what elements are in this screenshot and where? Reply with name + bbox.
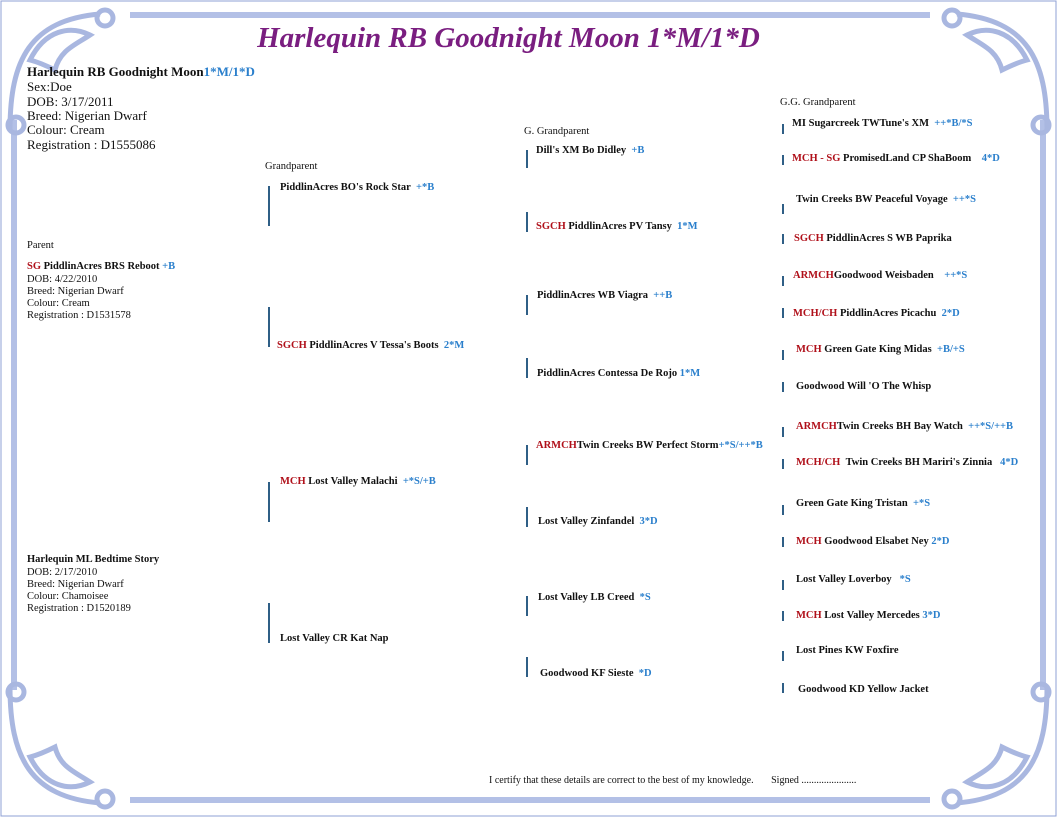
entry-name: Lost Valley Malachi (308, 476, 398, 487)
entry-prefix: MCH (796, 536, 822, 547)
gg-grandparent-entry (793, 270, 967, 281)
gggp-bracket (782, 234, 784, 244)
ggp-bracket (526, 150, 528, 168)
gg-grandparent-entry (793, 308, 960, 319)
gg-grandparent-entry (798, 684, 929, 695)
entry-name: Goodwood KF Sieste (540, 668, 634, 679)
sire-registration: Registration : D1531578 (27, 310, 131, 321)
gggp-bracket (782, 459, 784, 469)
sire-name: PiddlinAcres BRS Reboot (43, 261, 160, 272)
entry-award: 1*M (677, 221, 698, 232)
gggp-bracket (782, 382, 784, 392)
entry-name: PiddlinAcres V Tessa's Boots (309, 340, 439, 351)
grandparent-entry (280, 476, 436, 487)
entry-award: 2*M (443, 340, 465, 351)
g-grandparent-entry (537, 290, 672, 301)
gg-grandparent-entry (796, 344, 965, 355)
entry-award: +*S/+B (402, 476, 436, 487)
gg-grandparent-entry (796, 610, 940, 621)
sire-prefix: SG (27, 261, 42, 272)
entry-award: 3*D (922, 610, 941, 621)
entry-name: Lost Valley LB Creed (538, 592, 635, 603)
entry-name: PromisedLand CP ShaBoom (843, 153, 972, 164)
entry-prefix: SGCH (794, 233, 824, 244)
entry-prefix: MCH/CH (793, 308, 838, 319)
gggp-bracket (782, 683, 784, 693)
gg-grandparent-entry (796, 381, 931, 392)
entry-award: 2*D (941, 308, 960, 319)
entry-name: PiddlinAcres Contessa De Rojo (537, 368, 678, 379)
gggp-bracket (782, 204, 784, 214)
entry-name: Lost Pines KW Foxfire (796, 645, 899, 656)
entry-award: *D (638, 668, 652, 679)
entry-prefix: ARMCH (796, 421, 837, 432)
entry-prefix: MCH (796, 344, 822, 355)
ggp-bracket (526, 358, 528, 378)
gg-grandparent-entry (794, 233, 952, 244)
entry-prefix: MCH (796, 610, 822, 621)
subject-dob: DOB: 3/17/2011 (27, 94, 114, 109)
entry-name: Goodwood Will 'O The Whisp (796, 381, 932, 392)
entry-name: Goodwood Elsabet Ney (824, 536, 929, 547)
gggp-bracket (782, 580, 784, 590)
dam-breed: Breed: Nigerian Dwarf (27, 579, 124, 590)
gggp-bracket (782, 611, 784, 621)
certification-line (489, 775, 856, 786)
entry-award: 1*M (679, 368, 701, 379)
gggp-bracket (782, 308, 784, 318)
subject-registration: Registration : D1555086 (27, 137, 156, 152)
entry-name: Goodwood KD Yellow Jacket (798, 684, 929, 695)
entry-prefix: SGCH (536, 221, 566, 232)
corner-scroll-bottom-left (8, 684, 113, 807)
entry-name: Lost Valley Zinfandel (538, 516, 635, 527)
entry-name: Twin Creeks BH Bay Watch (836, 421, 963, 432)
entry-award: ++*S (952, 194, 976, 205)
gggp-bracket (782, 537, 784, 547)
g-grandparent-entry (536, 440, 763, 451)
entry-award: *S (639, 592, 651, 603)
gp-bracket (268, 603, 270, 643)
entry-award: +*S (912, 498, 931, 509)
entry-award: +B (631, 145, 645, 156)
sire-dob: DOB: 4/22/2010 (27, 274, 98, 285)
entry-prefix: SGCH (277, 340, 307, 351)
entry-award: 2*D (931, 536, 950, 547)
entry-name: MI Sugarcreek TWTune's XM (792, 118, 930, 129)
subject-name-line (27, 64, 255, 79)
gggp-bracket (782, 350, 784, 360)
gg-grandparent-entry (796, 498, 930, 509)
dam-registration: Registration : D1520189 (27, 603, 131, 614)
gg-grandparent-entry (796, 457, 1018, 468)
entry-name: Twin Creeks BW Peaceful Voyage (796, 194, 948, 205)
gggp-bracket (782, 124, 784, 134)
subject-breed: Breed: Nigerian Dwarf (27, 108, 147, 123)
entry-name: PiddlinAcres BO's Rock Star (280, 182, 411, 193)
entry-name: PiddlinAcres S WB Paprika (826, 233, 952, 244)
page-title: Harlequin RB Goodnight Moon 1*M/1*D (257, 22, 760, 54)
gp-bracket (268, 482, 270, 522)
gggp-bracket (782, 505, 784, 515)
subject-sex: Sex:Doe (27, 79, 72, 94)
entry-name: Lost Valley CR Kat Nap (280, 633, 389, 644)
gp-bracket (268, 307, 270, 347)
entry-name: Goodwood Weisbaden (833, 270, 934, 281)
g-grandparent-entry (537, 368, 700, 379)
dam-dob: DOB: 2/17/2010 (27, 567, 98, 578)
entry-name: PiddlinAcres Picachu (839, 308, 937, 319)
entry-name: Green Gate King Tristan (796, 498, 908, 509)
gg-grandparent-entry (792, 153, 1000, 164)
entry-name: Green Gate King Midas (824, 344, 932, 355)
entry-award: ++*S (944, 270, 968, 281)
grandparent-entry (280, 182, 434, 193)
signature-line: Signed ...................... (771, 775, 857, 786)
certification-text: I certify that these details are correct to the best of my knowledge. (489, 775, 754, 786)
entry-award: 4*D (1000, 457, 1019, 468)
entry-award: 4*D (981, 153, 1000, 164)
entry-name: Twin Creeks BW Perfect Storm (576, 440, 719, 451)
entry-prefix: MCH - SG (792, 153, 841, 164)
ggp-bracket (526, 212, 528, 232)
ggp-bracket (526, 657, 528, 677)
sire-award: +B (162, 261, 176, 272)
entry-award: 3*D (639, 516, 658, 527)
gg-grandparent-entry (792, 118, 973, 129)
g-grandparent-entry (538, 592, 651, 603)
header-parent: Parent (27, 240, 54, 251)
gg-grandparent-entry (796, 536, 949, 547)
dam-name: Harlequin ML Bedtime Story (27, 554, 160, 565)
dam-colour: Colour: Chamoisee (27, 591, 109, 602)
grandparent-entry (277, 340, 464, 351)
entry-name: PiddlinAcres PV Tansy (568, 221, 672, 232)
ggp-bracket (526, 445, 528, 465)
grandparent-entry (280, 633, 389, 644)
header-grandparent: Grandparent (265, 161, 318, 172)
entry-award: +*B (416, 182, 435, 193)
gggp-bracket (782, 427, 784, 437)
gg-grandparent-entry (796, 574, 911, 585)
entry-award: +*S/++*B (718, 440, 763, 451)
g-grandparent-entry (536, 221, 698, 232)
entry-name: PiddlinAcres WB Viagra (537, 290, 649, 301)
header-g-grandparent: G. Grandparent (524, 126, 590, 137)
gggp-bracket (782, 155, 784, 165)
g-grandparent-entry (538, 516, 658, 527)
gg-grandparent-entry (796, 194, 976, 205)
entry-prefix: MCH (280, 476, 306, 487)
entry-name: Lost Valley Mercedes (824, 610, 920, 621)
g-grandparent-entry (540, 668, 652, 679)
sire-breed: Breed: Nigerian Dwarf (27, 286, 124, 297)
corner-scroll-bottom-right (944, 684, 1049, 807)
entry-award: +B/+S (936, 344, 965, 355)
entry-name: Dill's XM Bo Didley (536, 145, 627, 156)
gggp-bracket (782, 276, 784, 286)
entry-name: Twin Creeks BH Mariri's Zinnia (845, 457, 993, 468)
entry-prefix: ARMCH (793, 270, 834, 281)
subject-award: 1*M/1*D (203, 64, 255, 79)
gg-grandparent-entry (796, 645, 899, 656)
sire-name-line (27, 261, 175, 272)
ggp-bracket (526, 507, 528, 527)
gp-bracket (268, 186, 270, 226)
subject-colour: Colour: Cream (27, 122, 105, 137)
header-gg-grandparent: G.G. Grandparent (780, 97, 856, 108)
entry-name: Lost Valley Loverboy (796, 574, 892, 585)
entry-award: *S (899, 574, 911, 585)
sire-colour: Colour: Cream (27, 298, 90, 309)
entry-award: ++B (653, 290, 673, 301)
entry-prefix: MCH/CH (796, 457, 841, 468)
entry-award: ++*B/*S (934, 118, 973, 129)
gg-grandparent-entry (796, 421, 1013, 432)
ggp-bracket (526, 596, 528, 616)
entry-prefix: ARMCH (536, 440, 577, 451)
g-grandparent-entry (536, 145, 644, 156)
gggp-bracket (782, 651, 784, 661)
ggp-bracket (526, 295, 528, 315)
entry-award: ++*S/++B (968, 421, 1014, 432)
subject-name: Harlequin RB Goodnight Moon (27, 64, 204, 79)
